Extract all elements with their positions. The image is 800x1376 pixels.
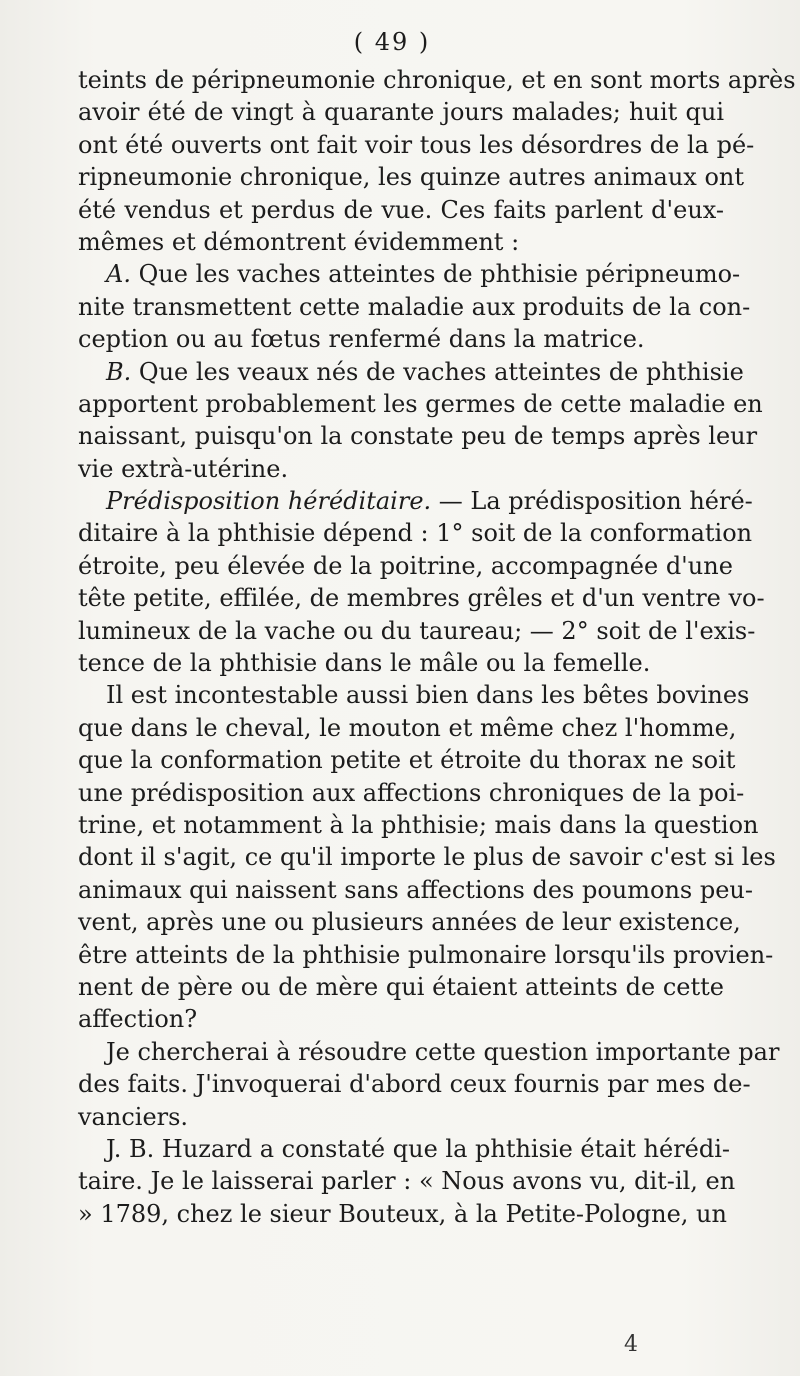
text-line: ont été ouverts ont fait voir tous les désordres de la pé- — [78, 130, 755, 159]
text-line: des faits. J'invoquerai d'abord ceux fournis par mes de- — [78, 1070, 751, 1099]
text-line: été vendus et perdus de vue. Ces faits parlent d'eux- — [78, 195, 724, 224]
text-line: une prédisposition aux affections chroniques de la poi- — [78, 778, 745, 807]
text-line: teints de péripneumonie chronique, et en sont morts après — [78, 66, 796, 94]
text-line: ripneumonie chronique, les quinze autres animaux ont — [78, 163, 744, 192]
text-line: que dans le cheval, le mouton et même chez l'homme, — [78, 713, 737, 742]
text-line: » 1789, chez le sieur Bouteux, à la Petite-Pologne, un — [78, 1199, 727, 1228]
text-line: animaux qui naissent sans affections des poumons peu- — [78, 875, 753, 904]
text-line: dont il s'agit, ce qu'il importe le plus de savoir c'est si les — [78, 843, 776, 872]
text-line: ception ou au fœtus renfermé dans la matrice. — [78, 325, 645, 354]
page-number: ( 49 ) — [353, 28, 431, 56]
text-line: tête petite, effilée, de membres grêles et d'un ventre vo- — [78, 584, 765, 613]
text-line: apportent probablement les germes de cette maladie en — [78, 389, 763, 418]
text-line: vent, après une ou plusieurs années de leur existence, — [78, 908, 741, 937]
text-line: lumineux de la vache ou du taureau; — 2° soit de l'exis- — [78, 616, 756, 645]
text-line: avoir été de vingt à quarante jours malades; huit qui — [78, 98, 724, 127]
text-line: naissant, puisqu'on la constate peu de temps après leur — [78, 422, 758, 451]
body-text — [78, 64, 796, 1230]
text-line: ditaire à la phthisie dépend : 1° soit de la conformation — [78, 519, 753, 548]
text-line: Il est incontestable aussi bien dans les bêtes bovines — [106, 681, 750, 710]
text-line: que la conformation petite et étroite du thorax ne soit — [78, 746, 736, 775]
text-line: étroite, peu élevée de la poitrine, accompagnée d'une — [78, 551, 733, 580]
text-line: tence de la phthisie dans le mâle ou la femelle. — [78, 649, 651, 678]
text-line: trine, et notamment à la phthisie; mais dans la question — [78, 810, 759, 839]
text-line: B. Que les veaux nés de vaches atteintes de phthisie — [106, 357, 744, 386]
text-line: être atteints de la phthisie pulmonaire lorsqu'ils provien- — [78, 940, 774, 969]
text-line: mêmes et démontrent évidemment : — [78, 227, 520, 256]
text-line: J. B. Huzard a constaté que la phthisie était hérédi- — [106, 1134, 731, 1163]
text-line: nite transmettent cette maladie aux produits de la con- — [78, 292, 751, 321]
text-line: vanciers. — [78, 1102, 189, 1131]
text-line: A. Que les vaches atteintes de phthisie péripneumo- — [106, 260, 741, 289]
signature-mark: 4 — [624, 1332, 638, 1357]
text-line: nent de père ou de mère qui étaient atteints de cette — [78, 972, 724, 1001]
text-line: Prédisposition héréditaire. — La prédisposition héré- — [106, 487, 753, 516]
text-line: vie extrà-utérine. — [78, 454, 289, 483]
text-line: taire. Je le laisserai parler : « Nous avons vu, dit-il, en — [78, 1167, 736, 1196]
text-line: Je chercherai à résoudre cette question importante par — [106, 1037, 780, 1066]
text-line: affection? — [78, 1005, 198, 1034]
